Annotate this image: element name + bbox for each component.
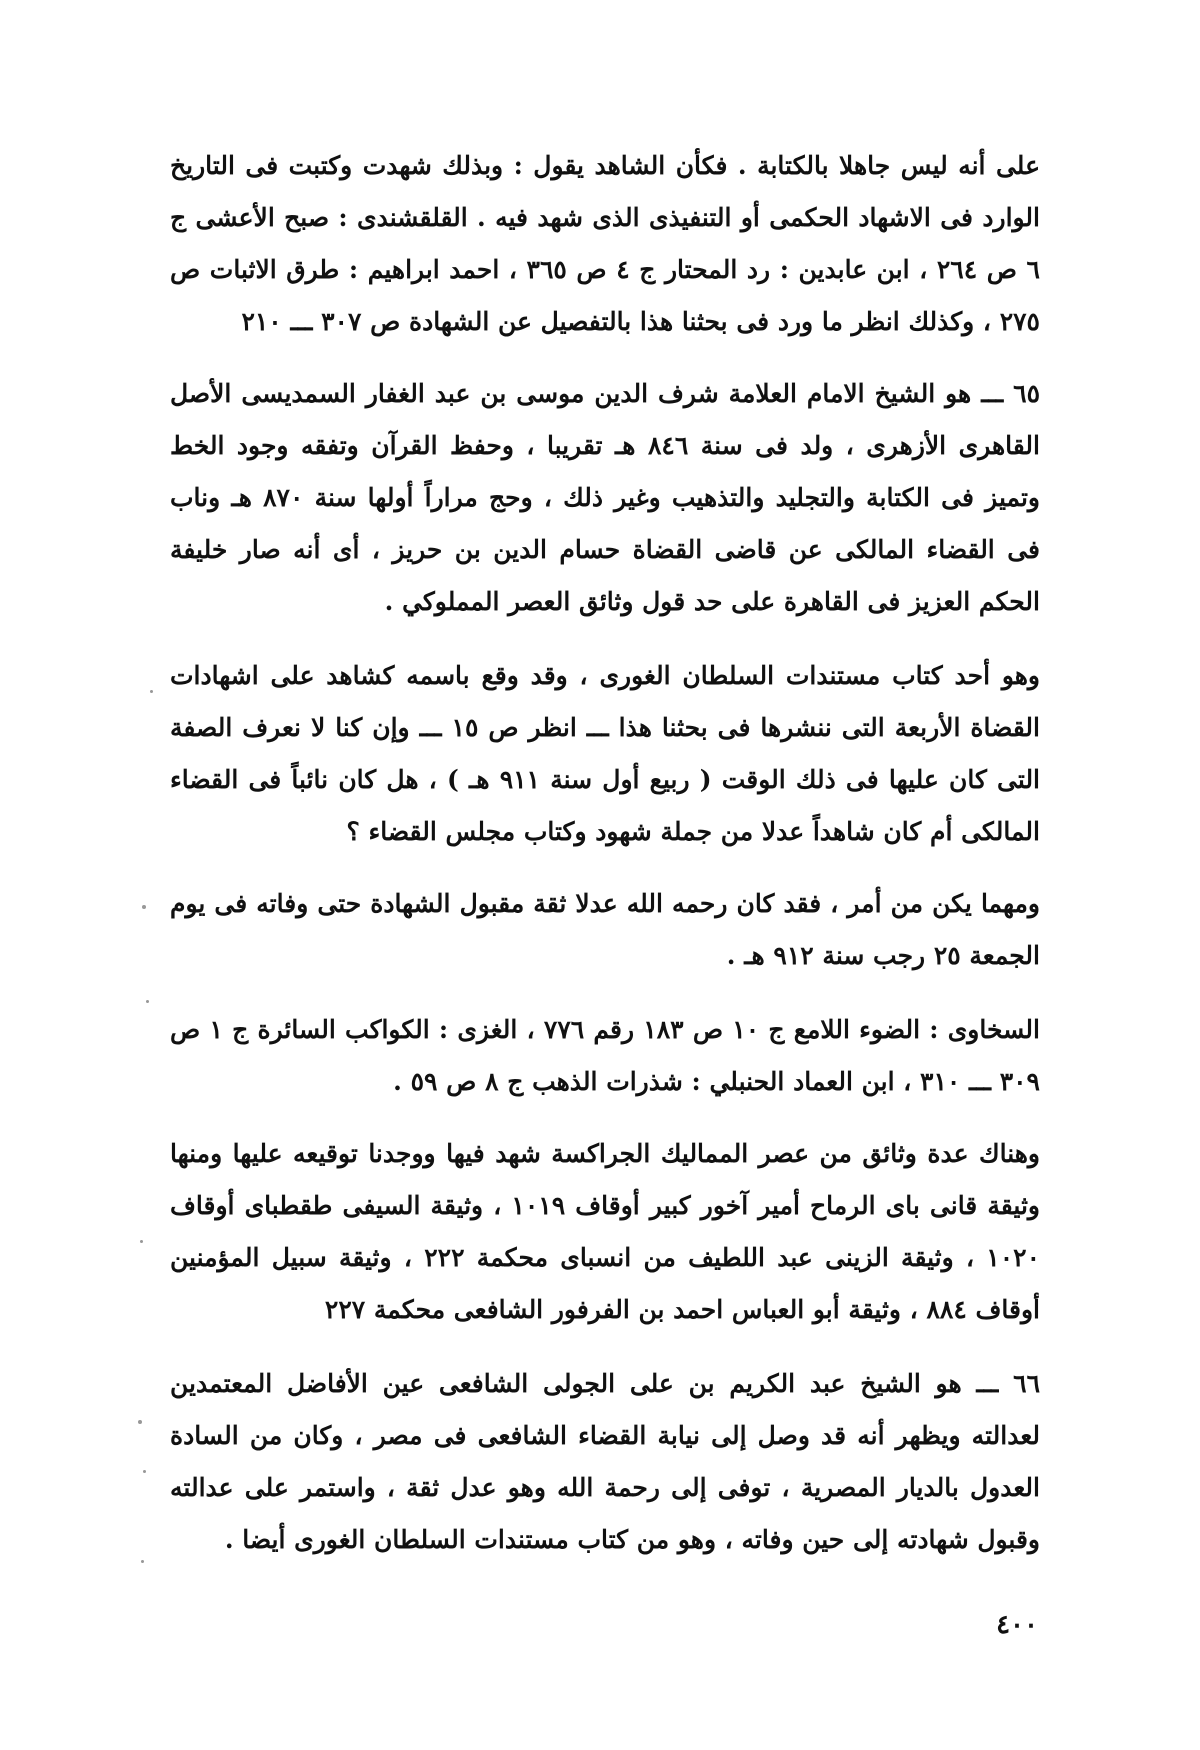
page-number: ٤٠٠ (996, 1610, 1038, 1640)
scan-speck (142, 905, 146, 909)
paragraph-note-65: ٦٥ ـــ هو الشيخ الامام العلامة شرف الدين موسى بن عبد الغفار السمديسى الأصل القاهرى الأزهرى ، ولد فى سنة ٨٤٦ هـ تقريبا ، وحفظ القرآن وتفقه وجود الخط وتميز فى الكتابة والتجليد والتذهيب وغير ذلك ، وحج مراراً أولها سنة ٨٧٠ هـ وناب فى القضاء المالكى عن قاضى القضاة حسام الدين بن حريز ، أى أنه صار خليفة الحكم العزيز فى القاهرة على حد قول وثائق العصر المملوكي . (170, 379, 1040, 616)
paragraph-death-date: ومهما يكن من أمر ، فقد كان رحمه الله عدلا ثقة مقبول الشهادة حتى وفاته فى يوم الجمعة ٢٥ رجب سنة ٩١٢ هـ . (170, 889, 1040, 970)
scan-speck (140, 1240, 143, 1243)
scan-speck (143, 1470, 146, 1473)
paragraph-note-66: ٦٦ ـــ هو الشيخ عبد الكريم بن على الجولى الشافعى عين الأفاضل المعتمدين لعدالته ويظهر أنه قد وصل إلى نيابة القضاء الشافعى فى مصر ، وكان من السادة العدول بالديار المصرية ، توفى إلى رحمة الله وهو عدل ثقة ، واستمر على عدالته وقبول شهادته إلى حين وفاته ، وهو من كتاب مستندات السلطان الغورى أيضا . (170, 1369, 1040, 1554)
paragraph-ghuri-scribe: وهو أحد كتاب مستندات السلطان الغورى ، وقد وقع باسمه كشاهد على اشهادات القضاة الأربعة التى ننشرها فى بحثنا هذا ـــ انظر ص ١٥ ـــ وإن كنا لا نعرف الصفة التى كان عليها فى ذلك الوقت ( ربيع أول سنة ٩١١ هـ ) ، هل كان نائباً فى القضاء المالكى أم كان شاهداً عدلا من جملة شهود وكتاب مجلس القضاء ؟ (170, 661, 1041, 846)
paragraph-documents-list: وهناك عدة وثائق من عصر المماليك الجراكسة شهد فيها ووجدنا توقيعه عليها ومنها وثيقة قانى باى الرماح أمير آخور كبير أوقاف ١٠١٩ ، وثيقة السيفى طقطباى أوقاف ١٠٢٠ ، وثيقة الزينى عبد اللطيف من انسباى محكمة ٢٢٢ ، وثيقة سبيل المؤمنين أوقاف ٨٨٤ ، وثيقة أبو العباس احمد بن الفرفور الشافعى محكمة ٢٢٧ (170, 1139, 1041, 1324)
body-text (170, 140, 1040, 1566)
paragraph-sources: السخاوى : الضوء اللامع ج ١٠ ص ١٨٣ رقم ٧٧٦ ، الغزى : الكواكب السائرة ج ١ ص ٣٠٩ ـــ ٣١٠ ، ابن العماد الحنبلي : شذرات الذهب ج ٨ ص ٥٩ . (170, 1015, 1040, 1096)
scan-speck (138, 1420, 142, 1424)
scan-speck (146, 1000, 149, 1003)
scan-speck (150, 690, 153, 693)
scan-speck (141, 1560, 144, 1563)
paragraph-footnote-continuation: على أنه ليس جاهلا بالكتابة . فكأن الشاهد يقول : وبذلك شهدت وكتبت فى التاريخ الوارد فى الاشهاد الحكمى أو التنفيذى الذى شهد فيه . القلقشندى : صبح الأعشى ج ٦ ص ٢٦٤ ، ابن عابدين : رد المحتار ج ٤ ص ٣٦٥ ، احمد ابراهيم : طرق الاثبات ص ٢٧٥ ، وكذلك انظر ما ورد فى بحثنا هذا بالتفصيل عن الشهادة ص ٣٠٧ ـــ ٢١٠ (170, 151, 1040, 336)
